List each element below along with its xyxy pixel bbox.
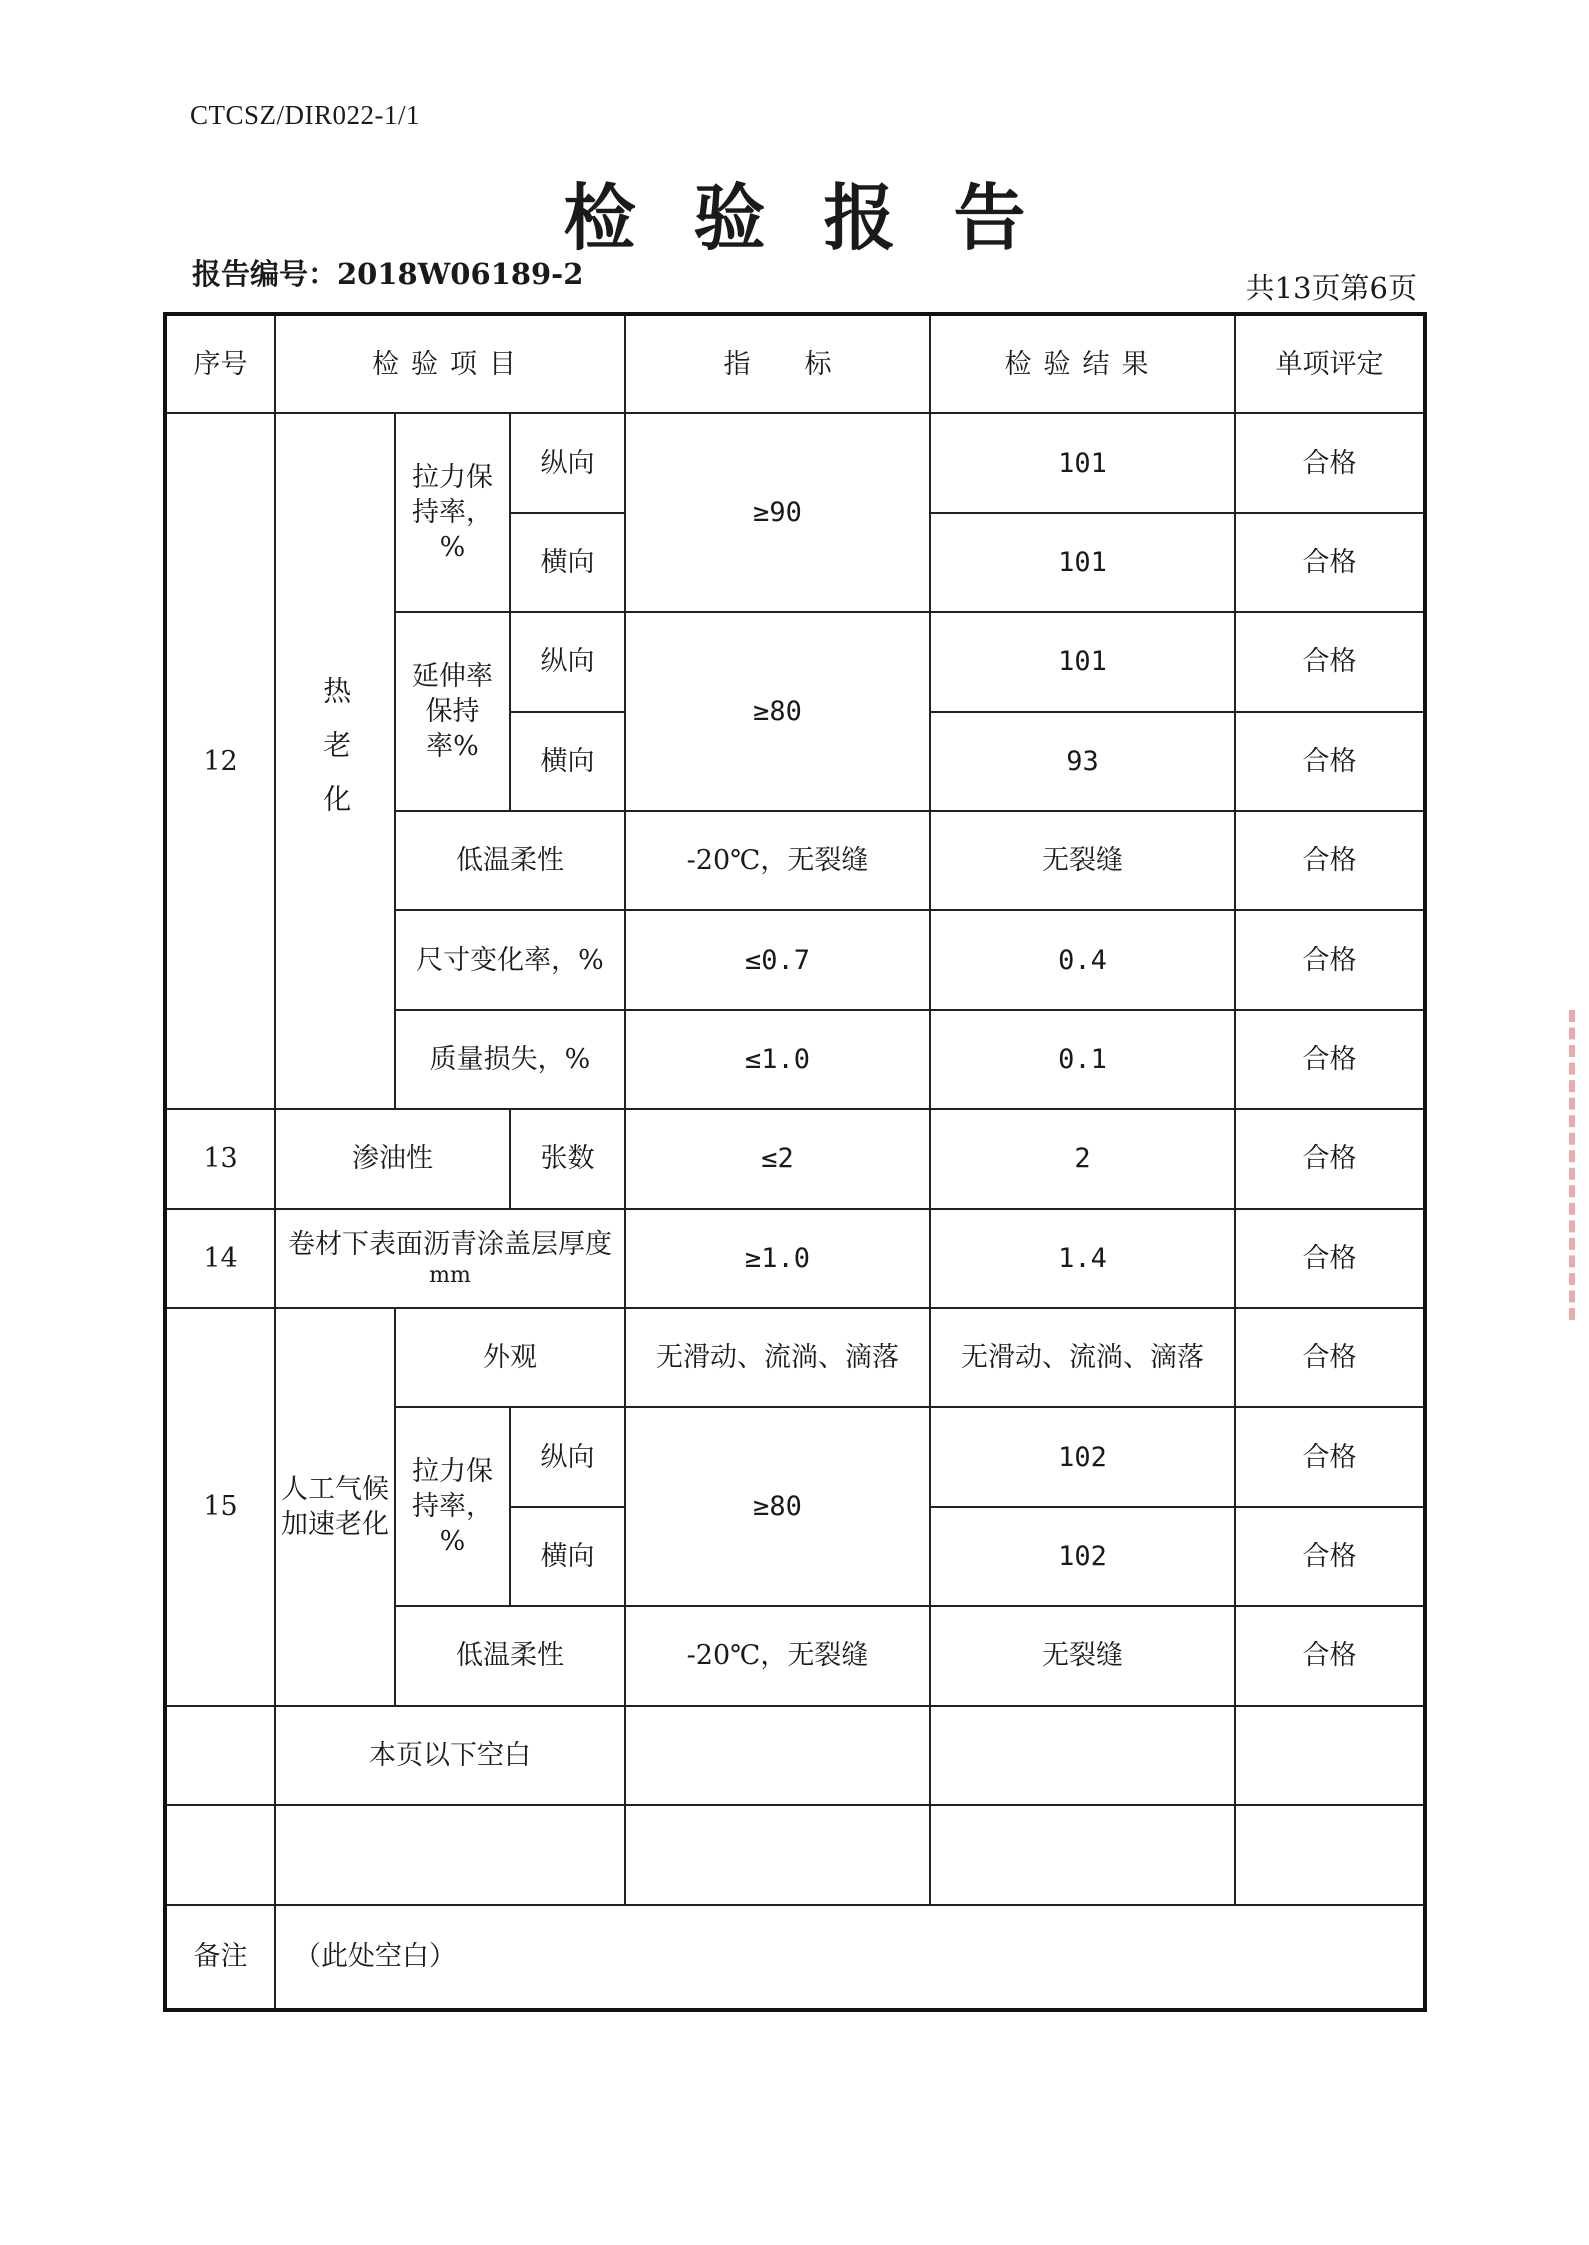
- item14-index: ≥1.0: [625, 1209, 930, 1308]
- item15-appearance: 外观: [395, 1308, 625, 1407]
- table-header-row: [165, 314, 1425, 413]
- blank-cell: [165, 1706, 275, 1805]
- item12-mass-loss-verdict: 合格: [1235, 1010, 1425, 1109]
- item14-seq: 14: [165, 1209, 275, 1308]
- remarks-label: 备注: [165, 1905, 275, 2011]
- item12-mass-loss: 质量损失，%: [395, 1010, 625, 1109]
- blank-cell: [930, 1706, 1235, 1805]
- item12-low-temp-verdict: 合格: [1235, 811, 1425, 910]
- col-header-item: 检验项目: [275, 314, 625, 413]
- item14-result: 1.4: [930, 1209, 1235, 1308]
- blank-cell: [930, 1805, 1235, 1904]
- item12-tensile-long-result: 101: [930, 413, 1235, 512]
- item13-seq: 13: [165, 1109, 275, 1208]
- document-code: CTCSZ/DIR022-1/1: [190, 100, 421, 130]
- item12-mass-loss-result: 0.1: [930, 1010, 1235, 1109]
- item12-group: [275, 413, 395, 1109]
- table-row: [165, 1109, 1425, 1208]
- blank-cell: [625, 1706, 930, 1805]
- item15-low-temp-verdict: 合格: [1235, 1606, 1425, 1705]
- item12-elongation: 延伸率保持率%: [395, 612, 510, 811]
- item12-elong-long-verdict: 合格: [1235, 612, 1425, 711]
- item12-tensile: 拉力保持率，%: [395, 413, 510, 612]
- item15-low-temp: 低温柔性: [395, 1606, 625, 1705]
- table-row: [165, 1209, 1425, 1308]
- item15-tensile: 拉力保持率，%: [395, 1407, 510, 1606]
- col-header-result: 检验结果: [930, 314, 1235, 413]
- item15-appearance-verdict: 合格: [1235, 1308, 1425, 1407]
- report-number: 报告编号：2018W06189-2: [192, 257, 584, 291]
- item12-tensile-trans: 横向: [510, 513, 625, 612]
- blank-cell: [275, 1805, 625, 1904]
- item12-elong-trans: 横向: [510, 712, 625, 811]
- item15-tensile-long: 纵向: [510, 1407, 625, 1506]
- item12-seq: 12: [165, 413, 275, 1109]
- blank-row: [165, 1706, 1425, 1805]
- item12-dim-change-verdict: 合格: [1235, 910, 1425, 1009]
- blank-row: [165, 1805, 1425, 1904]
- item12-elong-trans-result: 93: [930, 712, 1235, 811]
- inspection-table: [163, 312, 1427, 2012]
- item15-appearance-result: 无滑动、流淌、滴落: [930, 1308, 1235, 1407]
- item12-tensile-trans-verdict: 合格: [1235, 513, 1425, 612]
- item15-low-temp-index: -20℃，无裂缝: [625, 1606, 930, 1705]
- blank-note: 本页以下空白: [275, 1706, 625, 1805]
- item13-unit: 张数: [510, 1109, 625, 1208]
- item15-tensile-long-result: 102: [930, 1407, 1235, 1506]
- item14-verdict: 合格: [1235, 1209, 1425, 1308]
- item12-elong-long: 纵向: [510, 612, 625, 711]
- item12-group-label: 热老化: [319, 675, 353, 838]
- item15-group: 人工气候加速老化: [275, 1308, 395, 1706]
- item15-tensile-long-verdict: 合格: [1235, 1407, 1425, 1506]
- item12-elong-index: ≥80: [625, 612, 930, 811]
- stamp-edge-mark: [1569, 1010, 1589, 1320]
- item14-unit: mm: [429, 1262, 471, 1288]
- item12-tensile-long-verdict: 合格: [1235, 413, 1425, 512]
- item12-tensile-long: 纵向: [510, 413, 625, 512]
- item14-name-cell: [275, 1209, 625, 1308]
- item13-index: ≤2: [625, 1109, 930, 1208]
- item13-result: 2: [930, 1109, 1235, 1208]
- item15-tensile-trans-verdict: 合格: [1235, 1507, 1425, 1606]
- item12-dim-change: 尺寸变化率，%: [395, 910, 625, 1009]
- table-row: [165, 413, 1425, 512]
- table-row: [165, 1308, 1425, 1407]
- page-title: 检验报告: [563, 175, 1084, 260]
- item15-seq: 15: [165, 1308, 275, 1706]
- item12-tensile-trans-result: 101: [930, 513, 1235, 612]
- item12-elong-long-result: 101: [930, 612, 1235, 711]
- blank-cell: [1235, 1706, 1425, 1805]
- item15-tensile-index: ≥80: [625, 1407, 930, 1606]
- item15-low-temp-result: 无裂缝: [930, 1606, 1235, 1705]
- page-info: 共13页第6页: [1245, 271, 1417, 305]
- remarks-row: [165, 1905, 1425, 2011]
- item12-dim-change-index: ≤0.7: [625, 910, 930, 1009]
- remarks-text: （此处空白）: [275, 1905, 1425, 2011]
- item12-low-temp: 低温柔性: [395, 811, 625, 910]
- item14-name: 卷材下表面沥青涂盖层厚度: [288, 1228, 612, 1260]
- item15-appearance-index: 无滑动、流淌、滴落: [625, 1308, 930, 1407]
- item13-verdict: 合格: [1235, 1109, 1425, 1208]
- item12-low-temp-index: -20℃，无裂缝: [625, 811, 930, 910]
- item12-mass-loss-index: ≤1.0: [625, 1010, 930, 1109]
- item12-low-temp-result: 无裂缝: [930, 811, 1235, 910]
- blank-cell: [625, 1805, 930, 1904]
- item12-dim-change-result: 0.4: [930, 910, 1235, 1009]
- item12-elong-trans-verdict: 合格: [1235, 712, 1425, 811]
- col-header-index: 指 标: [625, 314, 930, 413]
- item15-tensile-trans-result: 102: [930, 1507, 1235, 1606]
- col-header-seq: 序号: [165, 314, 275, 413]
- blank-cell: [1235, 1805, 1425, 1904]
- item13-name: 渗油性: [275, 1109, 510, 1208]
- blank-cell: [165, 1805, 275, 1904]
- item12-tensile-index: ≥90: [625, 413, 930, 612]
- item15-tensile-trans: 横向: [510, 1507, 625, 1606]
- col-header-verdict: 单项评定: [1235, 314, 1425, 413]
